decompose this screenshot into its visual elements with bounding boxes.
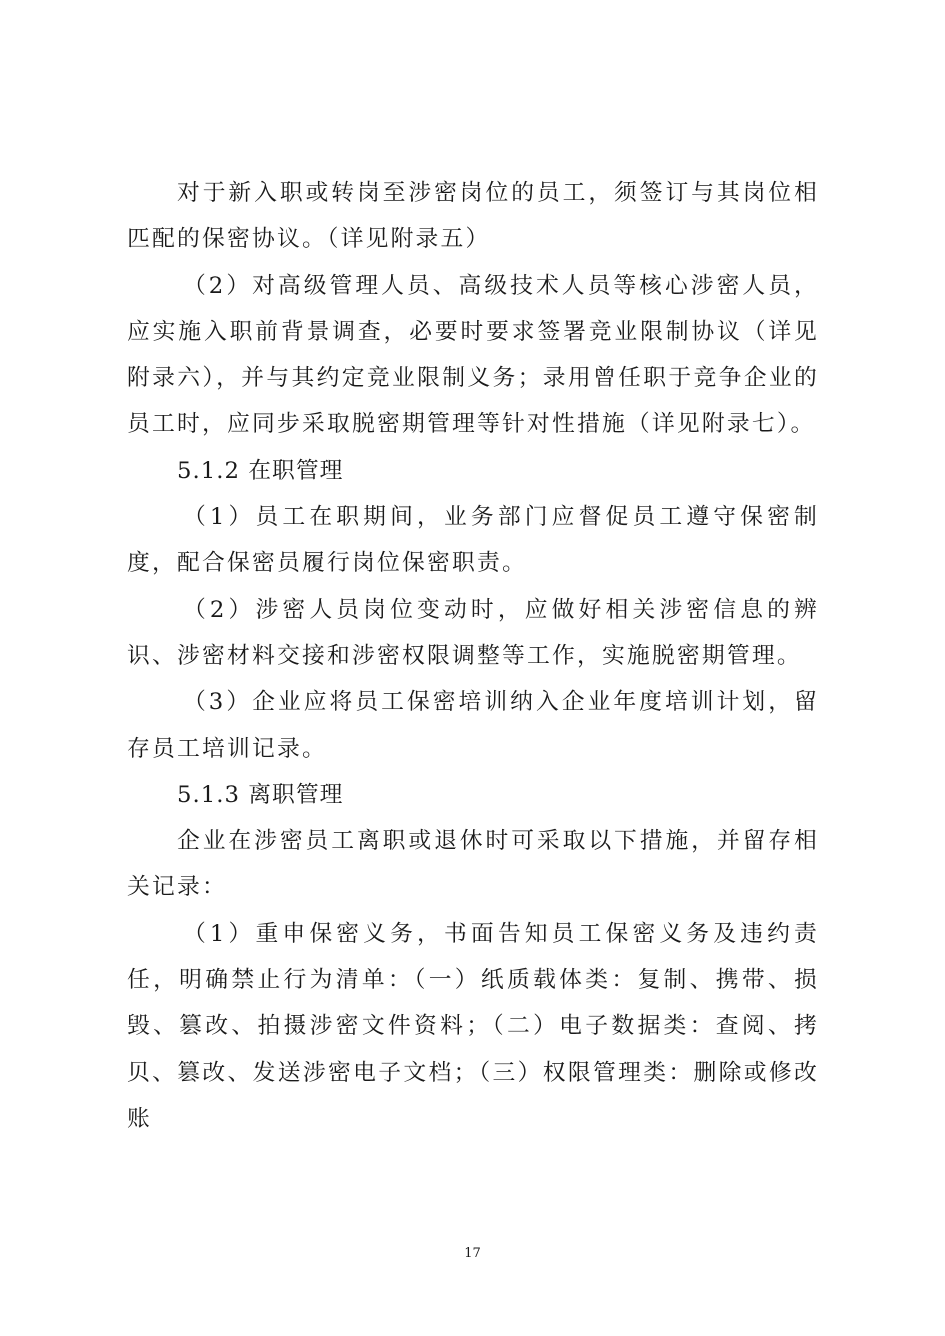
page-body — [127, 170, 819, 1142]
section-heading-departure-management: 5.1.3 离职管理 — [177, 781, 344, 808]
paragraph-item-on-duty-compliance: （1）员工在职期间，业务部门应督促员工遵守保密制度，配合保密员履行岗位保密职责。 — [127, 504, 819, 577]
paragraph-item-core-staff-background-check: （2）对高级管理人员、高级技术人员等核心涉密人员，应实施入职前背景调查，必要时要求签署竞业限制协议（详见附录六），并与其约定竞业限制义务；录用曾任职于竞争企业的员工时，应同步采取脱密期管理等针对性措施（详见附录七）。 — [127, 272, 819, 438]
paragraph-new-hire-agreement: 对于新入职或转岗至涉密岗位的员工，须签订与其岗位相匹配的保密协议。（详见附录五） — [127, 180, 819, 253]
paragraph-item-reaffirm-obligations: （1）重申保密义务，书面告知员工保密义务及违约责任，明确禁止行为清单：（一）纸质载体类：复制、携带、损毁、篡改、拍摄涉密文件资料；（二）电子数据类：查阅、拷贝、篡改、发送涉密电子文档；（三）权限管理类：删除或修改账 — [127, 920, 819, 1132]
paragraph-item-training-plan: （3）企业应将员工保密培训纳入企业年度培训计划，留存员工培训记录。 — [127, 689, 819, 762]
paragraph-departure-measures-intro: 企业在涉密员工离职或退休时可采取以下措施，并留存相关记录： — [127, 828, 819, 901]
paragraph-item-position-change: （2）涉密人员岗位变动时，应做好相关涉密信息的辨识、涉密材料交接和涉密权限调整等工作，实施脱密期管理。 — [127, 596, 819, 669]
page-number: 17 — [464, 1246, 481, 1261]
section-heading-on-duty-management: 5.1.2 在职管理 — [177, 457, 344, 484]
